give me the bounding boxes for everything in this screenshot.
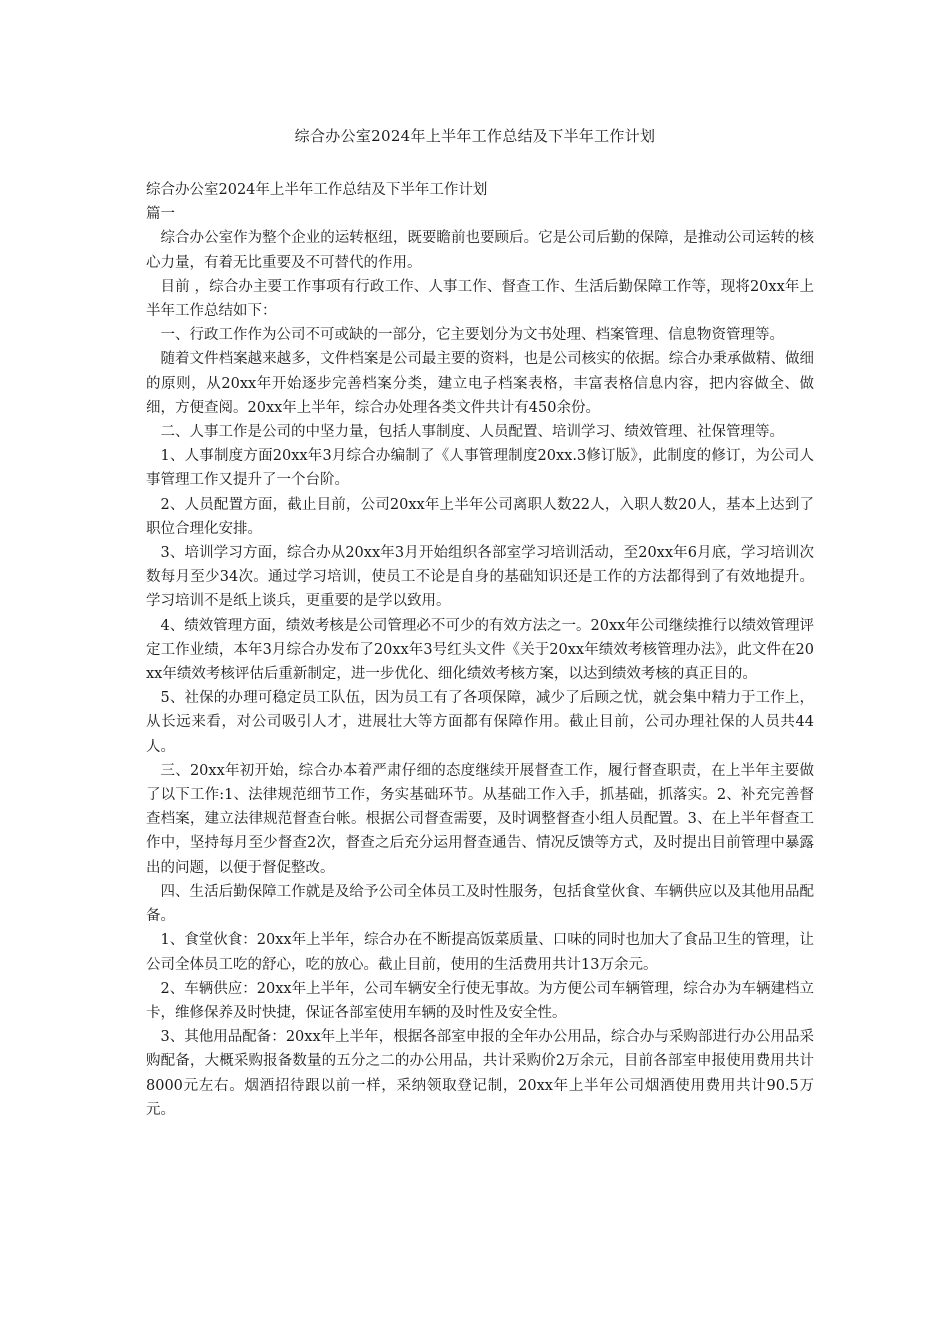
document-title: 综合办公室2024年上半年工作总结及下半年工作计划 <box>294 127 656 145</box>
paragraph-supplies: 3、其他用品配备：20xx年上半年，根据各部室申报的全年办公用品，综合办与采购部进行办公用品采购配备，大概采购报备数量的五分之二的办公用品，共计采购价2万余元，目前各部室申报使用费用共计8000元左右。烟酒招待跟以前一样，采纳领取登记制，20xx年上半年公司烟酒使用费用共计90.5万元。 <box>146 1029 814 1118</box>
paragraph-overview: 目前 ，综合办主要工作事项有行政工作、人事工作、督查工作、生活后勤保障工作等，现将20xx年上半年工作总结如下： <box>146 278 814 320</box>
paragraph-archives: 随着文件档案越来越多，文件档案是公司最主要的资料，也是公司核实的依据。综合办秉承做精、做细的原则，从20xx年开始逐步完善档案分类，建立电子档案表格，丰富表格信息内容，把内容做全、做细，方便查阅。20xx年上半年，综合办处理各类文件共计有450余份。 <box>146 351 814 416</box>
paragraph-canteen: 1、食堂伙食：20xx年上半年，综合办在不断提高饭菜质量、口味的同时也加大了食品卫生的管理，让公司全体员工吃的舒心，吃的放心。截止目前，使用的生活费用共计13万余元。 <box>146 932 814 973</box>
paragraph-training: 3、培训学习方面，综合办从20xx年3月开始组织各部室学习培训活动，至20xx年6月底，学习培训次数每月至少34次。通过学习培训，使员工不论是自身的基础知识还是工作的方法都得到了有效地提升。学习培训不是纸上谈兵，更重要的是学以致用。 <box>146 545 814 610</box>
paragraph-admin-work: 一、行政工作作为公司不可或缺的一部分，它主要划分为文书处理、档案管理、信息物资管理等。 <box>160 327 784 344</box>
paragraph-performance: 4、绩效管理方面，绩效考核是公司管理必不可少的有效方法之一。20xx年公司继续推行以绩效管理评定工作业绩，本年3月综合办发布了20xx年3号红头文件《关于20xx年绩效考核管理办法》，此文件在20xx年绩效考核评估后重新制定，进一步优化、细化绩效考核方案，以达到绩效考核的真正目的。 <box>146 617 814 683</box>
paragraph-personnel-work: 二、人事工作是公司的中坚力量，包括人事制度、人员配置、培训学习、绩效管理、社保管理等。 <box>160 424 784 441</box>
paragraph-logistics: 四、生活后勤保障工作就是及给予公司全体员工及时性服务，包括食堂伙食、车辆供应以及其他用品配备。 <box>146 883 814 925</box>
paragraph-staffing: 2、人员配置方面，截止目前，公司20xx年上半年公司离职人数22人，入职人数20人，基本上达到了职位合理化安排。 <box>146 496 814 537</box>
paragraph-intro: 综合办公室作为整个企业的运转枢纽，既要瞻前也要顾后。它是公司后勤的保障，是推动公司运转的核心力量，有着无比重要及不可替代的作用。 <box>146 230 814 271</box>
paragraph-vehicles: 2、车辆供应：20xx年上半年，公司车辆安全行使无事故。为方便公司车辆管理，综合办为车辆建档立卡，维修保养及时快捷，保证各部室使用车辆的及时性及安全性。 <box>146 980 814 1021</box>
paragraph-social-security: 5、社保的办理可稳定员工队伍，因为员工有了各项保障，减少了后顾之忧，就会集中精力于工作上，从长远来看，对公司吸引人才，进展壮大等方面都有保障作用。截止目前，公司办理社保的人员共44人。 <box>146 690 814 755</box>
paragraph-supervision: 三、20xx年初开始，综合办本着严肃仔细的态度继续开展督查工作，履行督查职责，在上半年主要做了以下工作:1、法律规范细节工作，务实基础环节。从基础工作入手，抓基础，抓落实。2、补充完善督查档案，建立法律规范督查台帐。根据公司督查需要，及时调整督查小组人员配置。3、在上半年督查工作中，坚持每月至少督查2次，督查之后充分运用督查通告、情况反馈等方式，及时提出目前管理中暴露出的问题，以便于督促整改。 <box>146 762 814 876</box>
document-subtitle: 综合办公室2024年上半年工作总结及下半年工作计划 <box>146 182 488 198</box>
section-label: 篇一 <box>146 206 175 223</box>
document-body <box>146 178 814 1122</box>
paragraph-personnel-system: 1、人事制度方面20xx年3月综合办编制了《人事管理制度20xx.3修订版》，此制度的修订，为公司人事管理工作又提升了一个台阶。 <box>146 448 814 489</box>
